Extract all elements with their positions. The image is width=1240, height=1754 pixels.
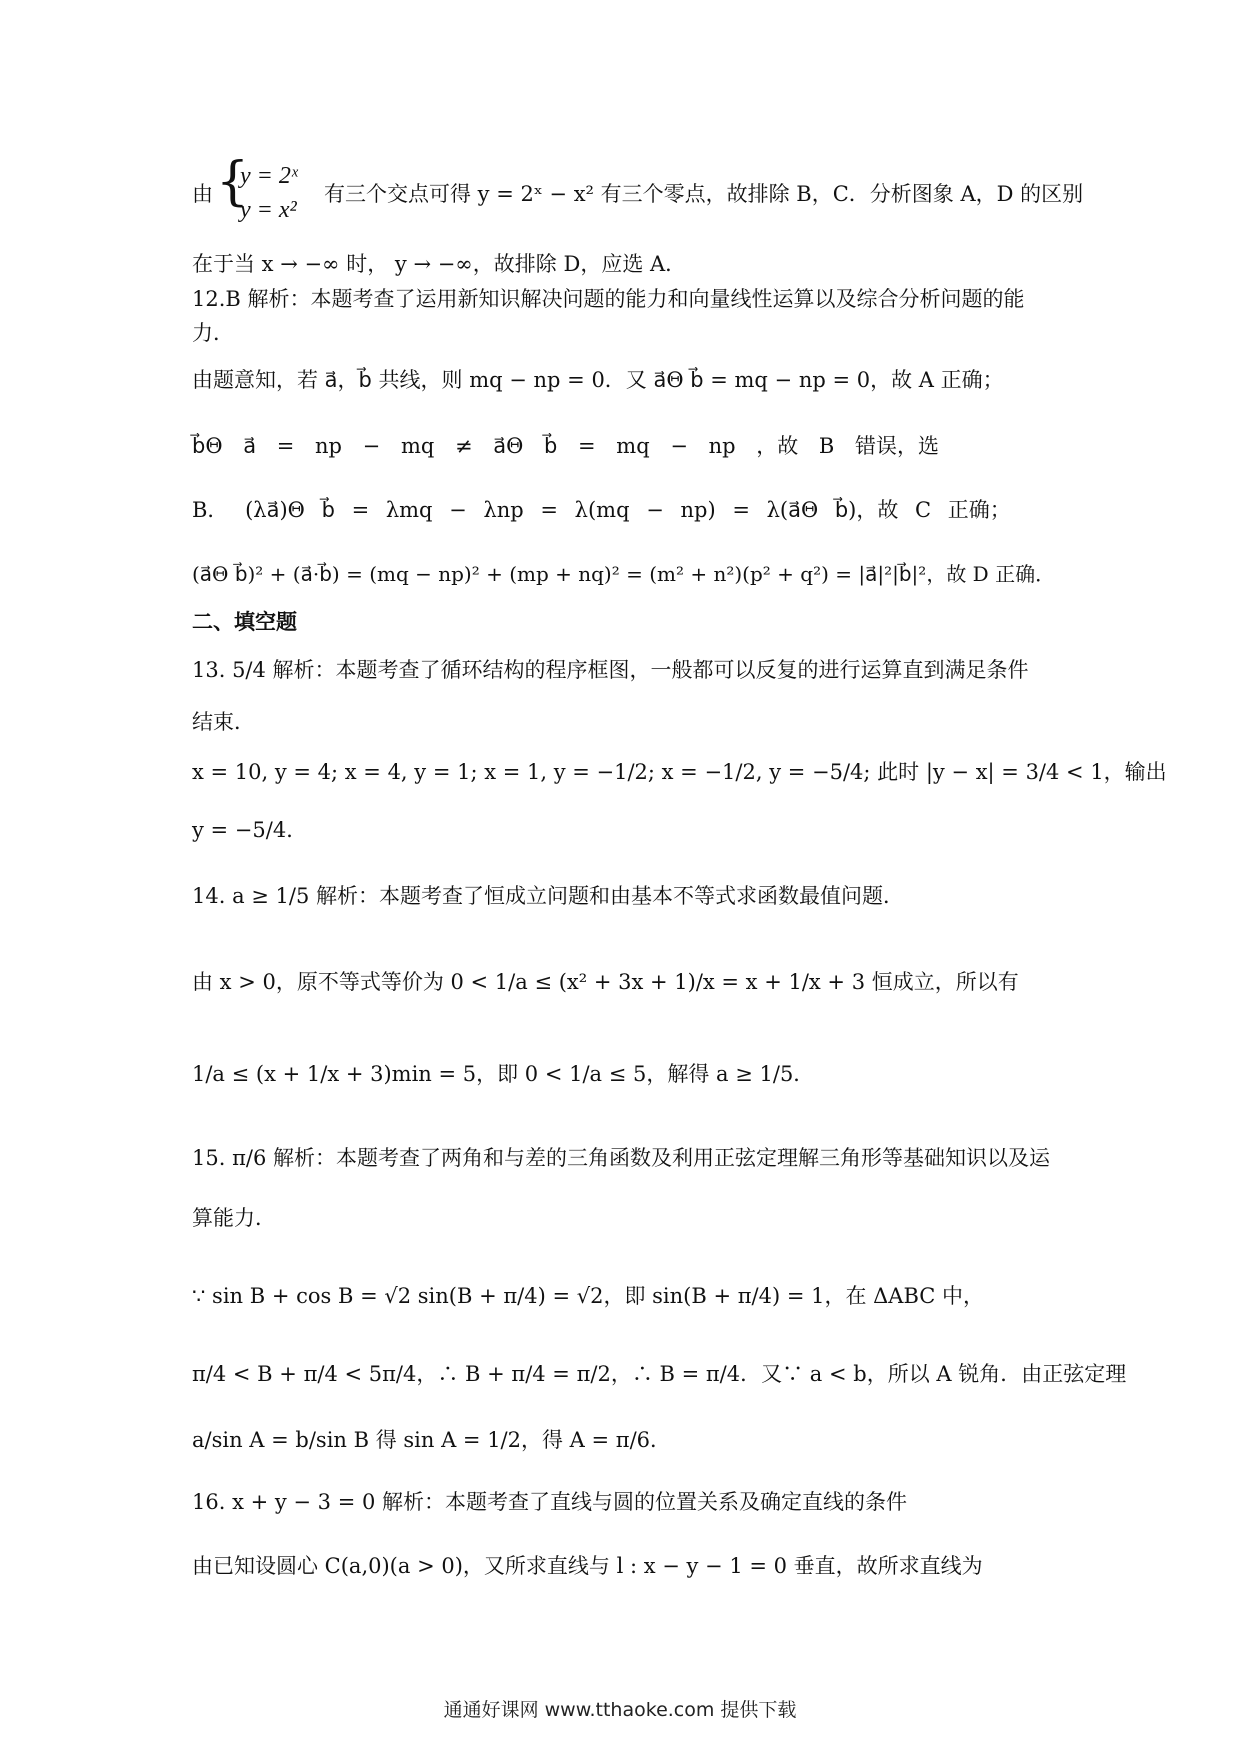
- line-2: 12.B 解析：本题考查了运用新知识解决问题的能力和向量线性运算以及综合分析问题的能力．: [192, 287, 1025, 345]
- system-eq-2: y = x²: [240, 197, 297, 223]
- line-3: 由题意知，若 a⃗，b⃗ 共线，则 mq − np = 0．又 a⃗Θ b⃗ = mq − np = 0，故 A 正确；: [192, 368, 1004, 392]
- system-prefix: 由: [192, 182, 213, 206]
- system-eq-1: y = 2ˣ: [240, 163, 298, 189]
- line-11: 14. a ≥ 1/5 解析：本题考查了恒成立问题和由基本不等式求函数最值问题．: [192, 884, 905, 908]
- line-4: b⃗Θ a⃗ = np − mq ≠ a⃗Θ b⃗ = mq − np ，故 B 错误，选: [192, 434, 940, 458]
- line-15: 算能力．: [192, 1206, 276, 1230]
- line-17: π/4 < B + π/4 < 5π/4，∴ B + π/4 = π/2，∴ B = π/4．又∵ a < b，所以 A 锐角．由正弦定理: [192, 1362, 1127, 1386]
- line-14: 15. π/6 解析：本题考查了两角和与差的三角函数及利用正弦定理解三角形等基础知识以及运: [192, 1146, 1050, 1170]
- brace-symbol: {: [216, 152, 250, 212]
- line-6: (a⃗Θ b⃗)² + (a⃗·b⃗) = (mq − np)² + (mp + nq)² = (m² + n²)(p² + q²) = |a⃗|²|b⃗|²，故 D 正确．: [192, 562, 1056, 586]
- line-16: ∵ sin B + cos B = √2 sin(B + π/4) = √2，即 sin(B + π/4) = 1，在 ΔABC 中，: [192, 1284, 985, 1308]
- line-7: 13. 5/4 解析：本题考查了循环结构的程序框图，一般都可以反复的进行运算直到满足条件: [192, 658, 1029, 682]
- system-line: [192, 152, 1084, 230]
- line-9: x = 10, y = 4; x = 4, y = 1; x = 1, y = −1/2; x = −1/2, y = −5/4; 此时 |y − x| = 3/4 < 1，输出: [192, 760, 1167, 784]
- line-12: 由 x > 0，原不等式等价为 0 < 1/a ≤ (x² + 3x + 1)/x = x + 1/x + 3 恒成立，所以有: [192, 970, 1019, 994]
- line-19: 16. x + y − 3 = 0 解析：本题考查了直线与圆的位置关系及确定直线的条件: [192, 1490, 908, 1514]
- line-20: 由已知设圆心 C(a,0)(a > 0)，又所求直线与 l : x − y − 1 = 0 垂直，故所求直线为: [192, 1554, 983, 1578]
- line-13: 1/a ≤ (x + 1/x + 3)min = 5，即 0 < 1/a ≤ 5，解得 a ≥ 1/5．: [192, 1062, 815, 1086]
- line-18: a/sin A = b/sin B 得 sin A = 1/2，得 A = π/6．: [192, 1428, 672, 1452]
- line-1: 在于当 x → −∞ 时， y → −∞，故排除 D，应选 A．: [192, 252, 687, 276]
- line-8: 结束．: [192, 710, 255, 734]
- page-footer: 通通好课网 www.tthaoke.com 提供下载: [443, 1699, 797, 1721]
- line-10: y = −5/4．: [192, 818, 308, 842]
- system-text: 有三个交点可得 y = 2ˣ − x² 有三个零点，故排除 B，C．分析图象 A，D 的区别: [324, 182, 1084, 206]
- line-5: B． (λa⃗)Θ b⃗ = λmq − λnp = λ(mq − np) = λ(a⃗Θ b⃗)，故 C 正确；: [192, 498, 1011, 522]
- section-heading: 二、填空题: [192, 610, 297, 634]
